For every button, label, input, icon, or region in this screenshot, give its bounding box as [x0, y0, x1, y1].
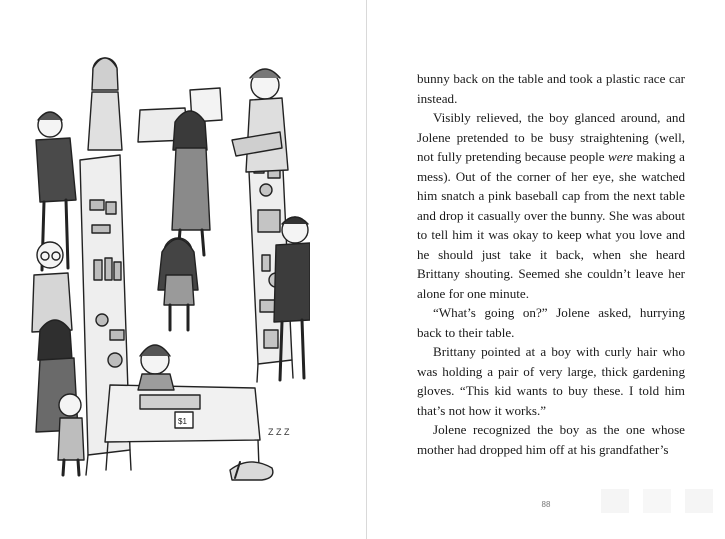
person-girl-center-small — [158, 238, 198, 330]
person-child-left-front — [58, 394, 84, 475]
paragraph: Jolene recognized the boy as the one whose mother had dropped him off at his grandfather’s — [417, 422, 685, 457]
price-sign-text: $1 — [178, 417, 187, 426]
dog-sleeping — [230, 462, 273, 480]
right-page — [367, 0, 725, 539]
person-man-glasses-left — [32, 242, 72, 332]
person-girl-front-table — [138, 345, 174, 390]
story-text — [417, 69, 685, 459]
person-man-back-right-tray — [232, 69, 288, 172]
snore-text: Z Z Z — [268, 427, 290, 437]
paragraph: Visibly relieved, the boy glanced around, and Jolene pretended to be busy straightening (well, not fully pretending because people were making a mess). Out of the corner of her eye, she watched him snatch a pink baseball cap from the next table and drop it casually over the bunny. She was about to tell him it was okay to keep what you love and he should just take it back, when she heard Brittany shouting. Seemed she couldn’t leave her alone for one minute. — [417, 110, 685, 301]
paragraph: Brittany pointed at a boy with curly hair who was holding a pair of very large, thick gardening gloves. “This kid wants to buy these. I told him that’s not how it works.” — [417, 344, 685, 418]
paragraph: “What’s going on?” Jolene asked, hurrying back to their table. — [417, 305, 685, 340]
paragraph: bunny back on the table and took a plastic race car instead. — [417, 71, 685, 106]
person-girl-center-overalls — [172, 111, 210, 255]
page-number: 88 — [541, 500, 551, 509]
front-table — [105, 385, 260, 470]
emphasis: were — [608, 149, 633, 164]
person-woman-back-left — [88, 58, 122, 150]
faint-corner-shapes — [597, 485, 717, 517]
yard-sale-illustration — [10, 30, 310, 490]
